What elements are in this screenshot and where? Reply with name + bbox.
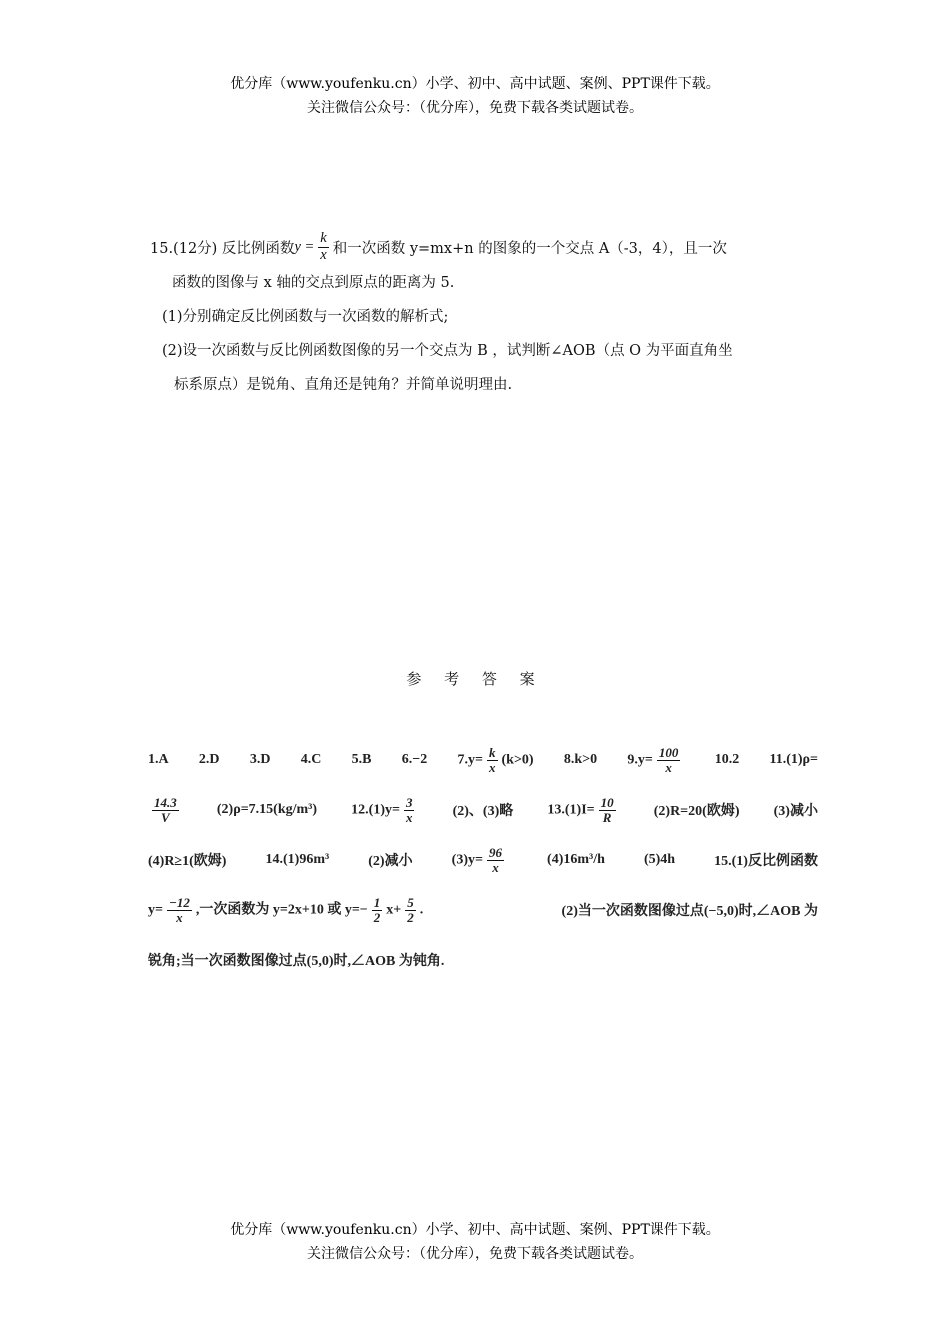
answer-row-2: [148, 785, 818, 835]
answer-item: 2.D: [198, 752, 220, 767]
answer-fraction: [487, 746, 498, 774]
question-15-line-2: 函数的图像与 x 轴的交点到原点的距离为 5.: [172, 274, 455, 291]
answers-title: 参 考 答 案: [406, 670, 544, 688]
fraction-denominator: x: [405, 809, 413, 825]
answer-row-4: [148, 885, 818, 935]
fraction-denominator: 2: [407, 909, 414, 925]
fraction-denominator: 2: [373, 909, 381, 925]
answer-item: (2)R=20(欧姆): [653, 804, 740, 819]
question-15: [150, 230, 815, 400]
answer-fraction: [405, 896, 416, 924]
answer-item: 1.A: [148, 752, 169, 767]
fraction-denominator: x: [492, 859, 499, 875]
answer-item: 3.D: [249, 752, 271, 767]
answer-text: 9.y=: [627, 752, 653, 768]
answer-item: (2)ρ=7.15(kg/m³): [216, 802, 318, 817]
page-footer: [0, 1218, 950, 1266]
answer-item: 15.(1)反比例函数: [714, 854, 818, 869]
question-15-line-1-rest: 和一次函数 y=mx+n 的图象的一个交点 A（-3，4），且一次: [332, 240, 727, 257]
answer-row-5: [148, 935, 818, 985]
question-15-part-2a: (2)设一次函数与反比例函数图像的另一个交点为 B ，试判断∠AOB（点 O 为平面直角坐: [162, 342, 733, 359]
fraction-denominator: R: [602, 809, 612, 825]
answer-item: [452, 846, 508, 874]
answer-item: (2)、(3)略: [452, 804, 514, 819]
question-15-y-eq: y =: [294, 238, 315, 255]
answer-text: 13.(1)I=: [547, 802, 595, 818]
answer-item: [351, 796, 418, 824]
answer-text: y=: [148, 902, 163, 918]
answer-row-3: [148, 835, 818, 885]
fraction-numerator: 1: [373, 894, 381, 910]
fraction-numerator: −12: [168, 894, 190, 910]
answer-fraction: [404, 796, 415, 824]
answer-item: 6.−2: [401, 752, 428, 767]
answer-item: 5.B: [351, 752, 372, 767]
question-15-fraction: [318, 231, 328, 262]
answer-item: 8.k>0: [563, 752, 598, 767]
answer-row-1: [148, 735, 818, 785]
answer-fraction: [167, 896, 192, 924]
answer-item: (4)16m³/h: [547, 852, 605, 867]
answer-text: .: [419, 902, 424, 918]
answer-fraction: [487, 846, 504, 874]
fraction-denominator: x: [489, 759, 496, 775]
answer-text: x+: [386, 902, 402, 918]
fraction-numerator: 3: [405, 794, 413, 810]
question-15-part-1: (1)分别确定反比例函数与一次函数的解析式;: [162, 308, 449, 325]
answer-text: (k>0): [501, 752, 534, 768]
answer-fraction: [657, 746, 681, 774]
question-15-line-1: [150, 230, 815, 264]
fraction-numerator: 96: [488, 844, 502, 860]
fraction-numerator: 100: [658, 744, 679, 760]
answer-fraction: [372, 896, 383, 924]
header-line-1: 优分库（www.youfenku.cn）小学、初中、高中试题、案例、PPT课件下载。: [230, 76, 720, 92]
fraction-numerator: k: [320, 230, 327, 247]
answer-item: (4)R≥1(欧姆): [148, 854, 227, 869]
answer-item: 11.(1)ρ=: [769, 752, 818, 767]
fraction-denominator: x: [665, 759, 672, 775]
answer-item: 14.(1)96m³: [265, 852, 330, 867]
answer-item: 4.C: [300, 752, 322, 767]
answer-item: (5)4h: [643, 852, 676, 867]
fraction-numerator: k: [489, 744, 496, 760]
answer-text: ,一次函数为 y=2x+10 或 y=−: [195, 902, 368, 918]
answer-fraction: [599, 796, 616, 824]
answer-key: [148, 735, 818, 985]
answer-text: 7.y=: [457, 752, 483, 768]
answer-item: (3)减小: [773, 804, 818, 819]
answer-item: 10.2: [714, 752, 740, 767]
answer-text: 12.(1)y=: [351, 802, 400, 818]
fraction-denominator: x: [320, 246, 327, 263]
answer-item: 锐角;当一次函数图像过点(5,0)时,∠AOB 为钝角.: [148, 954, 445, 969]
answer-fraction: [152, 796, 179, 824]
answer-item: [547, 796, 619, 824]
page-header: [0, 72, 950, 120]
question-15-prefix: 15.(12分) 反比例函数: [150, 240, 295, 257]
answer-item: [458, 746, 534, 774]
question-15-part-2b: 标系原点）是锐角、直角还是钝角？并简单说明理由.: [174, 376, 513, 393]
fraction-numerator: 14.3: [154, 794, 177, 810]
footer-line-2: 关注微信公众号：（优分库），免费下载各类试题试卷。: [307, 1246, 643, 1262]
fraction-numerator: 5: [407, 894, 414, 910]
fraction-numerator: 10: [600, 794, 614, 810]
answer-item: [148, 896, 423, 924]
footer-line-1: 优分库（www.youfenku.cn）小学、初中、高中试题、案例、PPT课件下载。: [230, 1222, 720, 1238]
fraction-denominator: x: [176, 909, 183, 925]
answer-item: [627, 746, 684, 774]
header-line-2: 关注微信公众号：（优分库），免费下载各类试题试卷。: [307, 100, 643, 116]
answer-text: (3)y=: [451, 852, 483, 868]
fraction-denominator: V: [161, 809, 170, 825]
answer-item: (2)当一次函数图像过点(−5,0)时,∠AOB 为: [561, 904, 818, 919]
answer-item: (2)减小: [368, 854, 413, 869]
